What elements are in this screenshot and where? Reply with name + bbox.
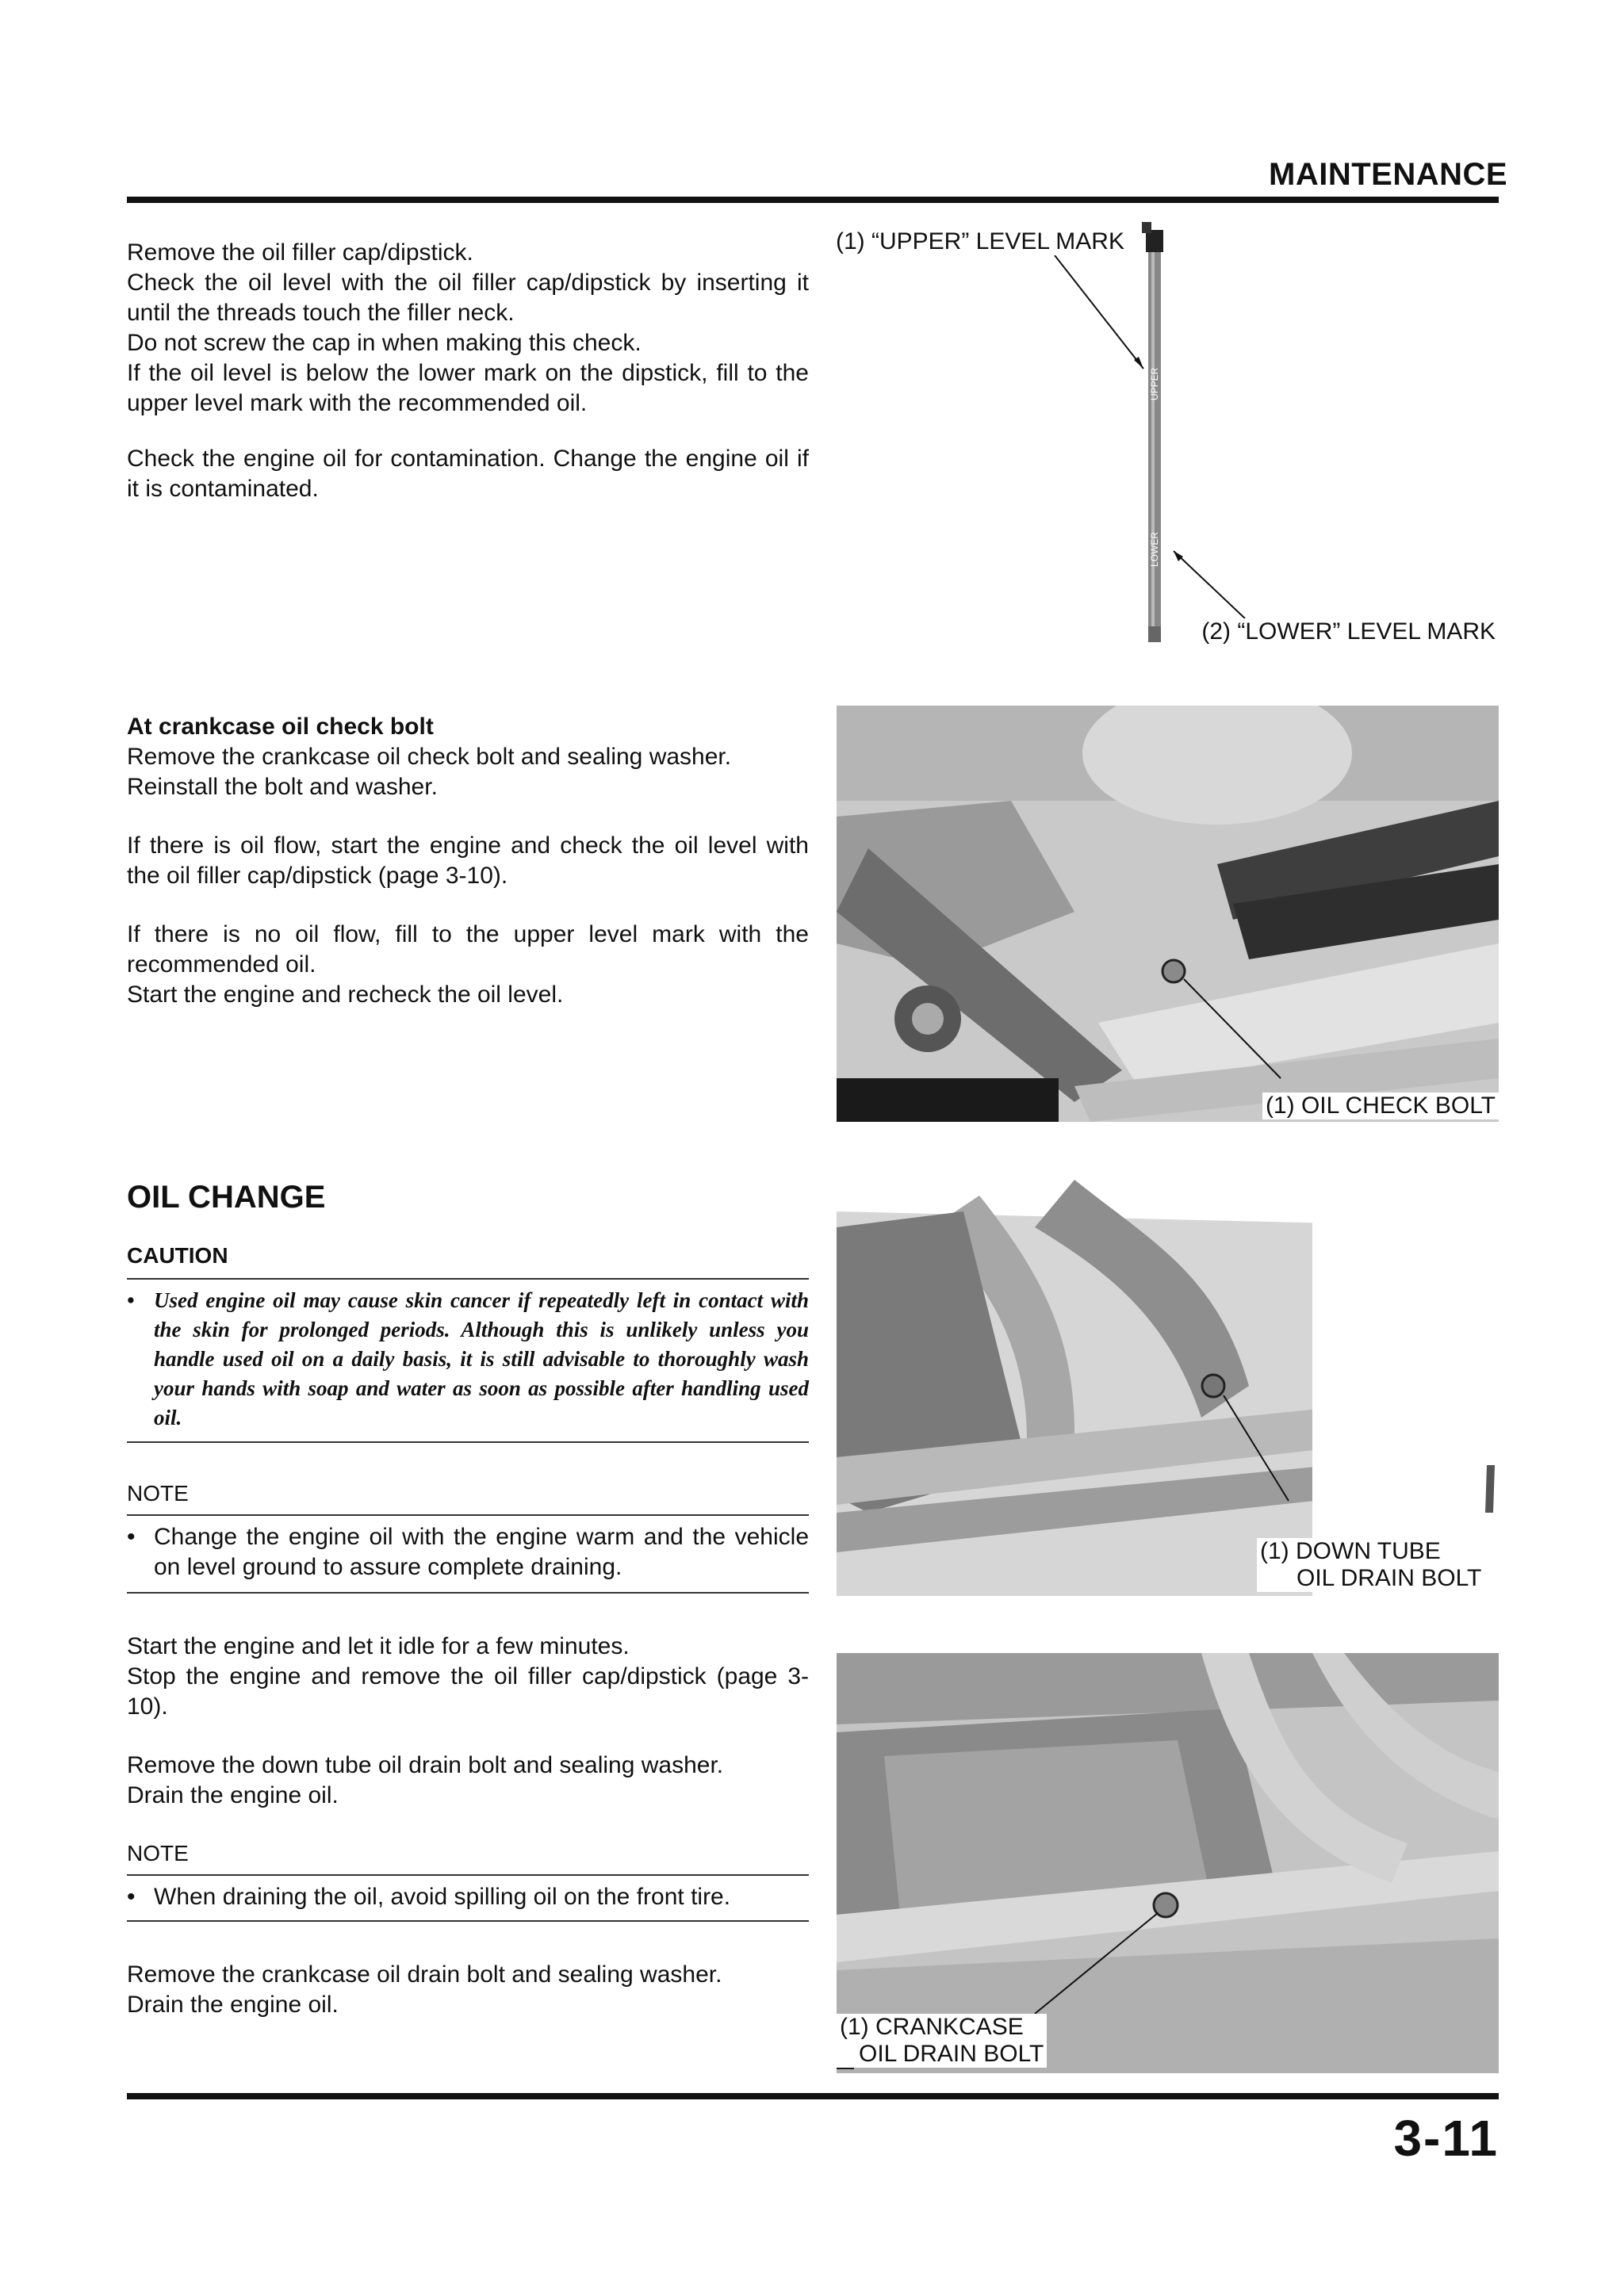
bullet-glyph: •	[127, 1524, 136, 1550]
note-text: When draining the oil, avoid spilling oil on the front tire.	[154, 1884, 731, 1910]
footer-rule	[127, 2093, 1499, 2099]
header-rule	[127, 197, 1499, 203]
restart-text: Start the engine and recheck the oil level.	[127, 982, 564, 1008]
lower-mark-text: LOWER	[1149, 531, 1160, 567]
note-text: Change the engine oil with the engine warm and the vehicle on level ground to assure complete draining.	[154, 1524, 809, 1580]
downtube-instructions	[127, 1751, 809, 1811]
callout-line: (1) CRANKCASE	[840, 2014, 1024, 2040]
drain-instructions	[127, 1632, 809, 1722]
oil-level-instructions	[127, 238, 809, 419]
upper-mark-text: UPPER	[1149, 367, 1160, 400]
down-tube-drain-photo	[837, 1180, 1499, 1596]
instruction-line: Check the oil level with the oil filler cap/dipstick by inserting it until the threads touch the filler neck.	[127, 270, 809, 326]
bullet-glyph: •	[127, 1884, 136, 1910]
section-title: MAINTENANCE	[1269, 157, 1508, 192]
engine-photo-illustration	[837, 706, 1499, 1122]
down-tube-callout	[1257, 1538, 1484, 1592]
check-bolt-heading: At crankcase oil check bolt	[127, 714, 434, 740]
note-item	[127, 1522, 809, 1582]
instruction-line: Do not screw the cap in when making this check.	[127, 330, 642, 356]
caution-top-rule	[127, 1278, 809, 1280]
dipstick-figure	[833, 214, 1499, 658]
upper-level-callout: (1) “UPPER” LEVEL MARK	[833, 228, 1128, 255]
instruction-line: Reinstall the bolt and washer.	[127, 774, 438, 800]
dipstick-illustration	[833, 214, 1499, 658]
page-number: 3-11	[1393, 2110, 1499, 2167]
no-flow-text: If there is no oil flow, fill to the upper level mark with the recommended oil.	[127, 921, 809, 978]
oil-flow-text: If there is oil flow, start the engine and check the oil level with the oil filler cap/dipstick (page 3-10).	[127, 832, 809, 889]
callout-line: OIL DRAIN BOLT	[859, 2041, 1044, 2067]
note-item	[127, 1882, 809, 1912]
note-label: NOTE	[127, 1481, 189, 1506]
downtube-text: Remove the down tube oil drain bolt and sealing washer.	[127, 1752, 724, 1778]
caution-text: Used engine oil may cause skin cancer if repeatedly left in contact with the skin for prolonged periods. Although this is unlikely unless you handle used oil on a daily basis, it is still advisable to thoroughly wash your hands with soap and water as soon as possible after handling used oil.	[154, 1288, 809, 1429]
callout-line: (1) DOWN TUBE	[1260, 1538, 1441, 1564]
caution-item	[127, 1286, 809, 1433]
instruction-line: If the oil level is below the lower mark on the dipstick, fill to the upper level mark with the recommended oil.	[127, 360, 809, 416]
contamination-text: Check the engine oil for contamination. Change the engine oil if it is contaminated.	[127, 446, 809, 502]
stop-text: Stop the engine and remove the oil filler cap/dipstick (page 3-10).	[127, 1663, 809, 1720]
instruction-line: Remove the oil filler cap/dipstick.	[127, 239, 473, 266]
drain-text: Drain the engine oil.	[127, 1992, 339, 2018]
note-label: NOTE	[127, 1841, 189, 1866]
no-flow-instructions	[127, 920, 809, 1010]
idle-text: Start the engine and let it idle for a few minutes.	[127, 1633, 630, 1659]
crankcase-instructions	[127, 1960, 809, 2020]
lower-level-callout: (2) “LOWER” LEVEL MARK	[1198, 618, 1499, 645]
bullet-glyph: •	[127, 1288, 135, 1312]
crankcase-photo-illustration	[837, 1653, 1499, 2073]
frame-photo-illustration	[837, 1180, 1499, 1596]
instruction-line: Remove the crankcase oil check bolt and sealing washer.	[127, 744, 732, 770]
caution-bottom-rule	[127, 1441, 809, 1443]
oil-change-title: OIL CHANGE	[127, 1180, 326, 1215]
drain-text: Drain the engine oil.	[127, 1782, 339, 1808]
crankcase-drain-photo	[837, 1653, 1499, 2073]
note-top-rule	[127, 1514, 809, 1516]
note-bottom-rule	[127, 1920, 809, 1922]
callout-line: OIL DRAIN BOLT	[1297, 1565, 1482, 1591]
note-bottom-rule	[127, 1592, 809, 1594]
oil-check-bolt-photo	[837, 706, 1499, 1122]
caution-label: CAUTION	[127, 1243, 228, 1268]
note-top-rule	[127, 1874, 809, 1876]
oil-check-bolt-callout: (1) OIL CHECK BOLT	[1262, 1093, 1499, 1119]
crankcase-callout	[837, 2014, 1047, 2068]
check-bolt-instructions	[127, 712, 809, 802]
crankcase-text: Remove the crankcase oil drain bolt and sealing washer.	[127, 1961, 722, 1988]
